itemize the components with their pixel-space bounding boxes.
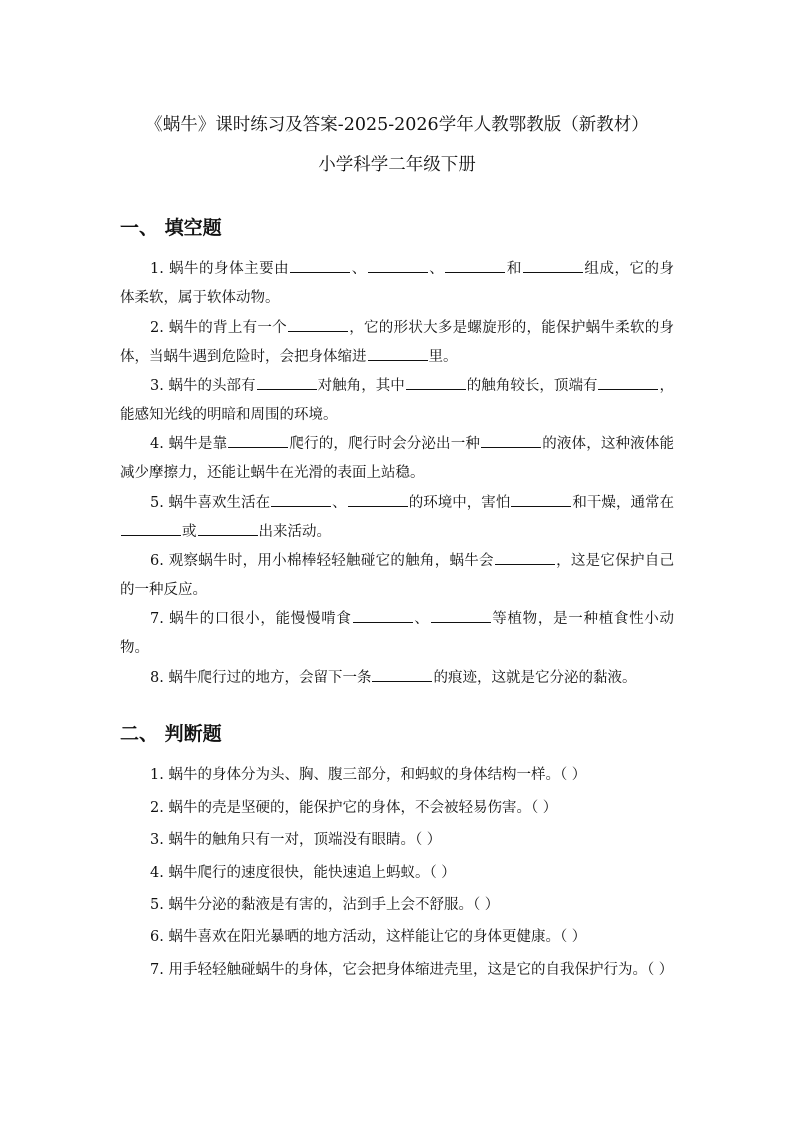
fill-question — [120, 314, 674, 372]
question-text: ，能感知光线的明暗和周围的环境。 — [120, 378, 675, 423]
fill-question — [120, 547, 674, 605]
question-text: ，它的形状大多是螺旋形的，能保护蜗牛柔软的身体，当蜗牛遇到危险时，会把身体缩进 — [120, 320, 675, 365]
question-text: 出来活动。 — [258, 524, 331, 540]
question-number: 7. — [150, 611, 170, 627]
answer-blank[interactable] — [228, 432, 288, 448]
judge-question — [120, 891, 674, 920]
document-subtitle: 小学科学二年级下册 — [318, 155, 476, 175]
question-text: 蜗牛的口很小，能慢慢啃食 — [169, 611, 352, 627]
answer-blank[interactable] — [406, 374, 466, 390]
answer-blank[interactable] — [271, 491, 331, 507]
document-title: 《蜗牛》课时练习及答案-2025-2026学年人教鄂教版（新教材） — [145, 115, 649, 135]
question-text: 蜗牛的身体分为头、胸、腹三部分，和蚂蚁的身体结构一样。（ ） — [168, 767, 587, 783]
answer-blank[interactable] — [372, 666, 432, 682]
question-text: 蜗牛的触角只有一对，顶端没有眼睛。（ ） — [168, 832, 442, 848]
question-text: 或 — [182, 524, 197, 540]
answer-blank[interactable] — [198, 520, 258, 536]
judge-question — [120, 826, 674, 855]
answer-blank[interactable] — [445, 257, 505, 273]
answer-blank[interactable] — [368, 345, 428, 361]
question-text: 的触角较长，顶端有 — [466, 378, 598, 394]
question-text: 的环境中，害怕 — [408, 495, 511, 511]
section-heading-true-false: 二、 判断题 — [120, 723, 222, 745]
answer-blank[interactable] — [257, 374, 317, 390]
question-text: 、 — [428, 261, 445, 277]
answer-blank[interactable] — [353, 607, 413, 623]
question-number: 1. — [150, 767, 164, 783]
question-text: 和 — [506, 261, 522, 277]
question-number: 5. — [150, 897, 164, 913]
judge-question — [120, 761, 674, 790]
question-text: 蜗牛的头部有 — [168, 378, 256, 394]
question-number: 2. — [150, 800, 164, 816]
question-number: 8. — [150, 670, 169, 686]
fill-question — [120, 430, 674, 488]
answer-blank[interactable] — [481, 432, 541, 448]
question-text: 和干燥，通常在 — [572, 495, 675, 511]
question-number: 6. — [150, 929, 164, 945]
question-text: 组成，它的身体柔软，属于软体动物。 — [120, 261, 675, 306]
question-text: 对触角，其中 — [317, 378, 405, 394]
judge-question — [120, 794, 674, 823]
fill-question — [120, 489, 674, 547]
question-text: 观察蜗牛时，用小棉棒轻轻触碰它的触角，蜗牛会 — [168, 553, 494, 569]
question-text: 蜗牛分泌的黏液是有害的，沾到手上会不舒服。（ ） — [168, 897, 500, 913]
question-text: 的痕迹，这就是它分泌的黏液。 — [433, 670, 637, 686]
question-text: 、 — [332, 495, 347, 511]
section-heading-fill-in: 一、 填空题 — [120, 217, 222, 239]
question-text: 、 — [413, 611, 430, 627]
question-text: 等植物，是一种植食性小动物。 — [120, 611, 675, 656]
answer-blank[interactable] — [431, 607, 491, 623]
answer-blank[interactable] — [348, 491, 408, 507]
judge-question — [120, 923, 674, 952]
question-number: 7. — [150, 962, 164, 978]
answer-blank[interactable] — [598, 374, 658, 390]
question-text: 蜗牛爬行的速度很快，能快速追上蚂蚁。（ ） — [168, 865, 456, 881]
answer-blank[interactable] — [495, 549, 555, 565]
question-number: 4. — [150, 865, 164, 881]
answer-blank[interactable] — [288, 316, 348, 332]
judge-question — [120, 859, 674, 888]
question-number: 5. — [150, 495, 169, 511]
judge-question — [120, 956, 674, 985]
question-text: 蜗牛爬行过的地方，会留下一条 — [168, 670, 372, 686]
question-number: 2. — [150, 320, 169, 336]
question-number: 3. — [150, 832, 164, 848]
fill-question — [120, 372, 674, 430]
answer-blank[interactable] — [368, 257, 428, 273]
question-text: 的液体，这种液体能减少摩擦力，还能让蜗牛在光滑的表面上站稳。 — [120, 436, 675, 481]
question-text: ，这是它保护自己的一种反应。 — [120, 553, 675, 598]
answer-blank[interactable] — [290, 257, 350, 273]
fill-question — [120, 255, 674, 313]
answer-blank[interactable] — [511, 491, 571, 507]
question-text: 蜗牛的身体主要由 — [168, 261, 290, 277]
fill-question — [120, 605, 674, 663]
question-text: 蜗牛是靠 — [168, 436, 228, 452]
question-text: 用手轻轻触碰蜗牛的身体，它会把身体缩进壳里，这是它的自我保护行为。（ ） — [168, 962, 674, 978]
answer-blank[interactable] — [121, 520, 181, 536]
question-text: 、 — [351, 261, 367, 277]
question-number: 1. — [150, 261, 169, 277]
question-text: 蜗牛的背上有一个 — [168, 320, 287, 336]
question-text: 蜗牛喜欢生活在 — [168, 495, 271, 511]
fill-question — [120, 664, 674, 693]
question-text: 蜗牛喜欢在阳光暴晒的地方活动，这样能让它的身体更健康。（ ） — [168, 929, 587, 945]
question-text: 蜗牛的壳是坚硬的，能保护它的身体，不会被轻易伤害。（ ） — [168, 800, 558, 816]
question-number: 3. — [150, 378, 169, 394]
question-number: 4. — [150, 436, 169, 452]
question-text: 爬行的，爬行时会分泌出一种 — [289, 436, 481, 452]
question-text: 里。 — [428, 349, 458, 365]
answer-blank[interactable] — [523, 257, 583, 273]
question-number: 6. — [150, 553, 169, 569]
